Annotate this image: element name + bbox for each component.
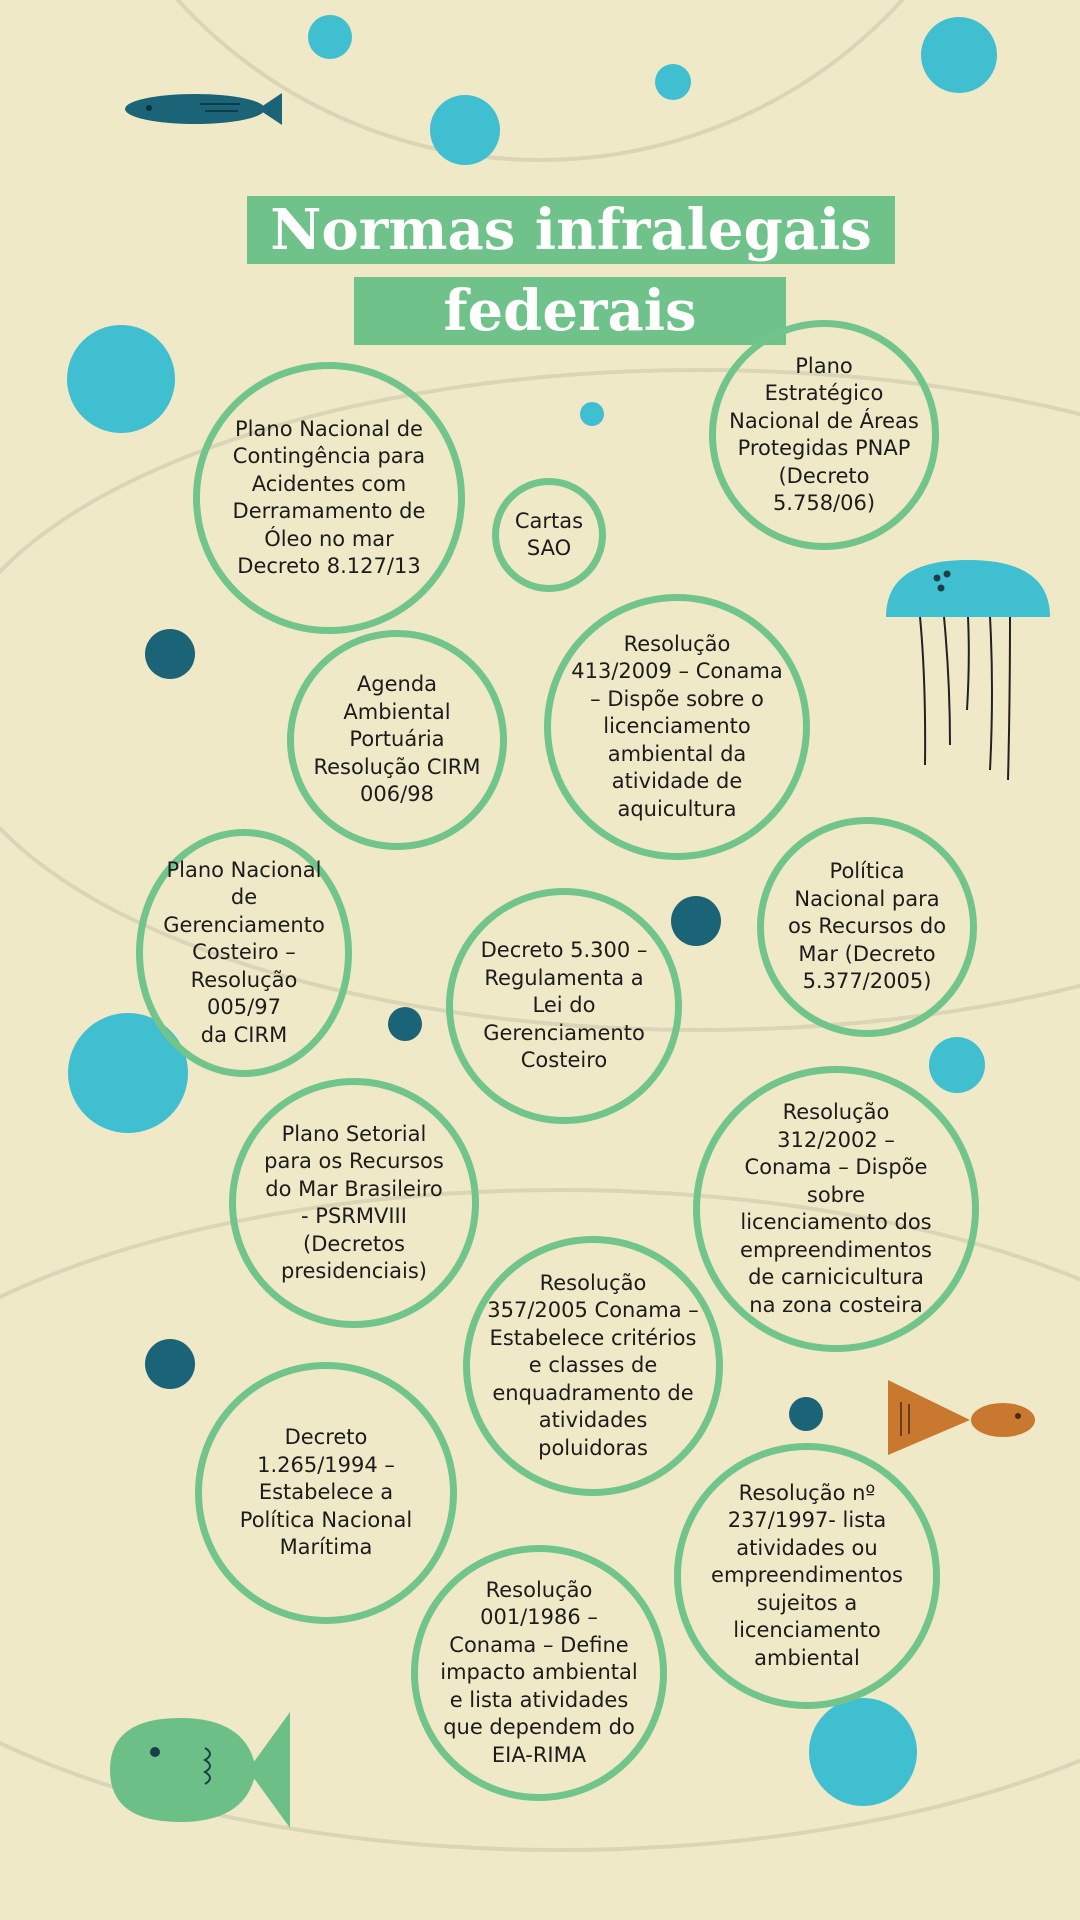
- norm-label: Cartas SAO: [514, 508, 584, 560]
- norm-node-agenda-portuaria: [287, 630, 507, 850]
- norm-label: Resolução 413/2009 – Conama – Dispõe sobre o licenciamento ambiental da atividade de aquicultura: [571, 631, 783, 821]
- norm-node-pnap: [709, 320, 939, 550]
- fish-icon: [125, 93, 282, 125]
- norm-node-res-001: [411, 1545, 667, 1801]
- page-title: Normas infralegais: [247, 196, 895, 264]
- norm-node-res-237: [674, 1443, 940, 1709]
- norm-node-res-312: [693, 1066, 979, 1352]
- norm-label: Decreto 5.300 – Regulamenta a Lei do Gerenciamento Costeiro: [480, 938, 648, 1073]
- fish-icon: [888, 1380, 1035, 1455]
- norm-label: Resolução 001/1986 – Conama – Define impacto ambiental e lista atividades que dependem do EIA-RIMA: [440, 1577, 638, 1767]
- norm-label: Política Nacional para os Recursos do Mar (Decreto 5.377/2005): [787, 859, 947, 994]
- norm-label: Resolução 312/2002 – Conama – Dispõe sobre licenciamento dos empreendimentos de carnicicultura na zona costeira: [740, 1100, 932, 1317]
- norm-label: Agenda Ambiental Portuária Resolução CIRM 006/98: [313, 672, 481, 807]
- norm-node-cartas-sao: [492, 478, 606, 592]
- norm-node-pnc-oleo: [193, 362, 465, 634]
- norm-node-psrm: [229, 1078, 479, 1328]
- norm-label: Resolução 357/2005 Conama – Estabelece critérios e classes de enquadramento de atividades poluidoras: [487, 1270, 699, 1460]
- norm-node-res-357: [463, 1236, 723, 1496]
- norm-label: Resolução nº 237/1997- lista atividades ou empreendimentos sujeitos a licenciamento ambiental: [711, 1480, 903, 1670]
- norm-node-pngc: [136, 829, 352, 1077]
- norm-label: Plano Estratégico Nacional de Áreas Protegidas PNAP (Decreto 5.758/06): [729, 353, 919, 515]
- page-title-line-2: federais: [354, 277, 786, 345]
- norm-node-dec-1265: [195, 1362, 457, 1624]
- fish-icon: [110, 1712, 290, 1828]
- norm-label: Plano Nacional de Gerenciamento Costeiro – Resolução 005/97 da CIRM: [163, 857, 325, 1047]
- norm-node-res-413: [544, 594, 810, 860]
- norm-node-pnrm: [757, 817, 977, 1037]
- jellyfish-icon: [886, 560, 1050, 780]
- norm-label: Plano Nacional de Contingência para Acidentes com Derramamento de Óleo no mar Decreto 8.127/13: [232, 416, 426, 578]
- norm-label: Plano Setorial para os Recursos do Mar Brasileiro - PSRMVIII (Decretos presidenciais): [264, 1121, 444, 1283]
- norm-node-dec-5300: [446, 888, 682, 1124]
- norm-label: Decreto 1.265/1994 – Estabelece a Política Nacional Marítima: [239, 1425, 413, 1560]
